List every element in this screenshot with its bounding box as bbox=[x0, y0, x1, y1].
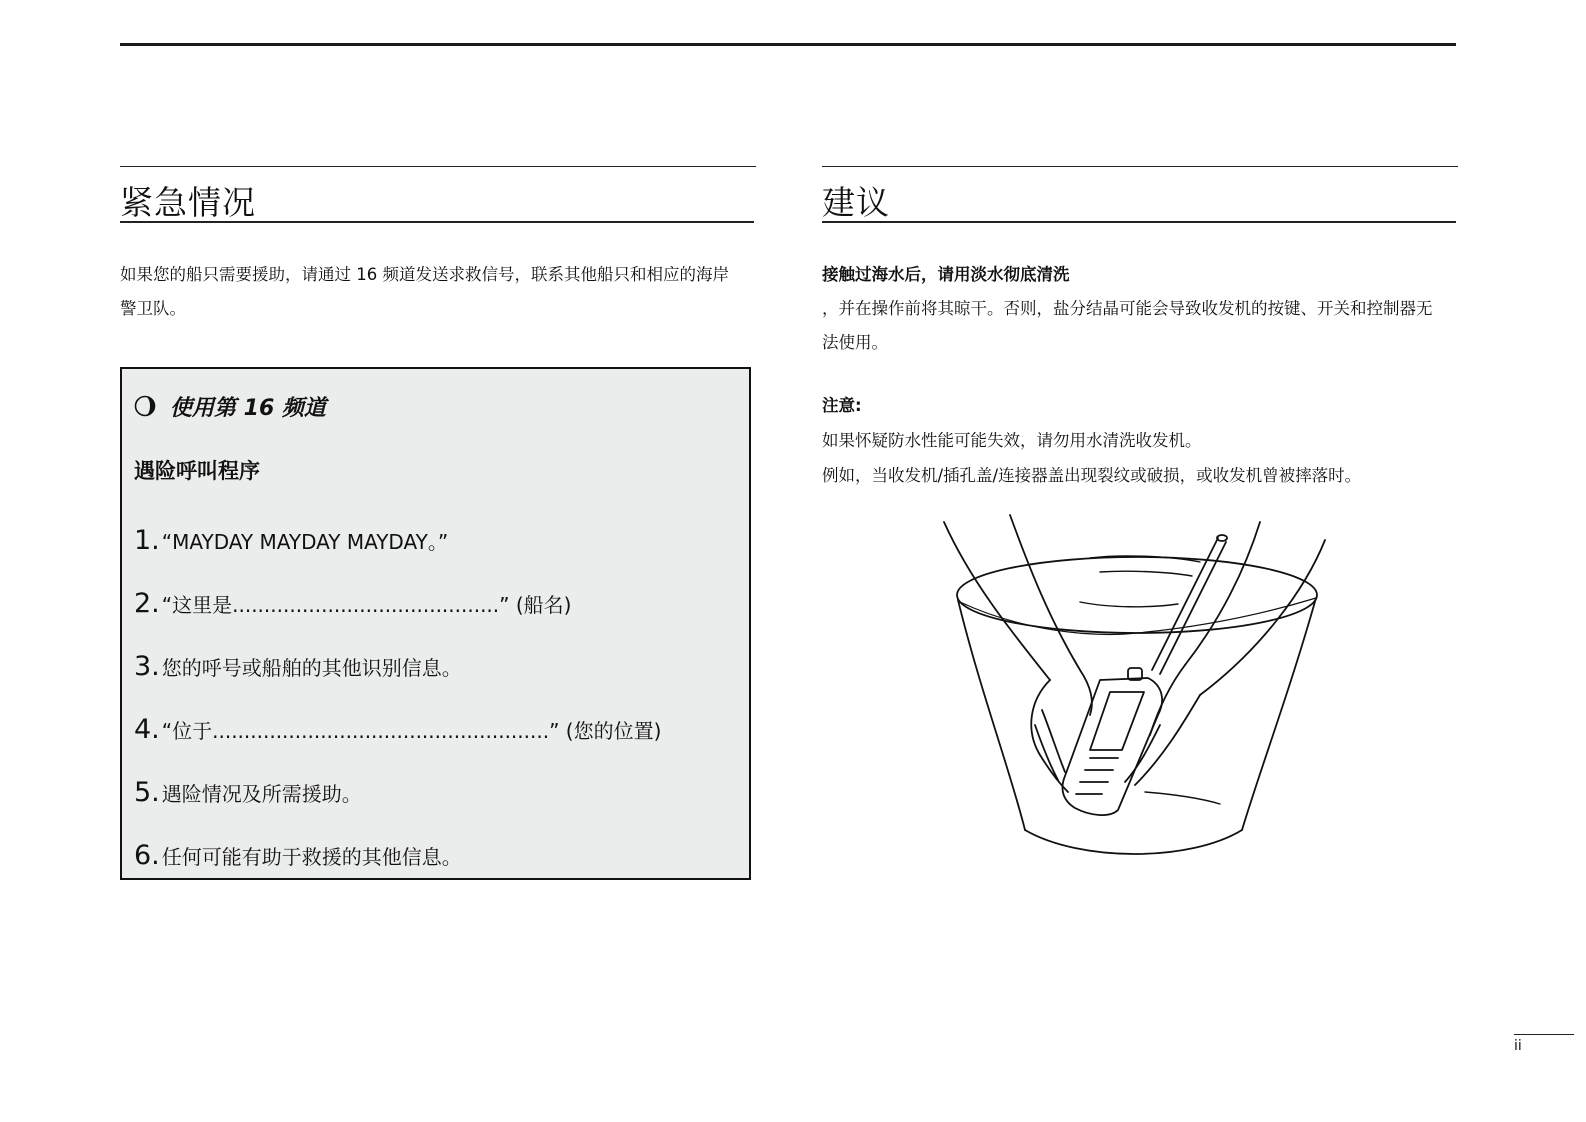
note-line2: 例如，当收发机/插孔盖/连接器盖出现裂纹或破损，或收发机曾被摔落时。 bbox=[822, 466, 1362, 485]
step-text: “位于.....................................................” (您的位置) bbox=[161, 719, 662, 743]
distress-call-box bbox=[120, 367, 751, 880]
step-number: 6. bbox=[134, 840, 160, 871]
step-item bbox=[134, 651, 462, 685]
step-number: 3. bbox=[134, 651, 160, 682]
recommendation-title: 建议 bbox=[822, 183, 890, 222]
step-text: “MAYDAY MAYDAY MAYDAY。” bbox=[161, 530, 449, 554]
channel-16-heading: 使用第 16 频道 bbox=[170, 395, 326, 421]
distress-procedure-heading: 遇险呼叫程序 bbox=[134, 459, 260, 483]
step-text: 您的呼号或船舶的其他识别信息。 bbox=[161, 656, 462, 680]
step-item bbox=[134, 840, 462, 874]
rinse-instruction-line2: 法使用。 bbox=[822, 333, 888, 352]
step-text: 任何可能有助于救援的其他信息。 bbox=[161, 845, 462, 869]
step-number: 2. bbox=[134, 588, 160, 619]
recommendation-title-underline bbox=[822, 221, 1456, 223]
step-text: 遇险情况及所需援助。 bbox=[161, 782, 362, 806]
step-item bbox=[134, 588, 571, 622]
box-heading bbox=[134, 391, 326, 421]
right-section-rule bbox=[822, 166, 1458, 167]
note-line1: 如果怀疑防水性能可能失效，请勿用水清洗收发机。 bbox=[822, 431, 1202, 450]
rinse-transceiver-illustration bbox=[930, 510, 1340, 870]
step-item bbox=[134, 714, 661, 748]
top-rule bbox=[120, 43, 1456, 46]
page-number: ii bbox=[1514, 1038, 1522, 1054]
page-number-rule bbox=[1514, 1034, 1574, 1035]
emergency-intro-line2: 警卫队。 bbox=[120, 299, 186, 318]
step-number: 1. bbox=[134, 525, 160, 556]
step-number: 5. bbox=[134, 777, 160, 808]
step-item bbox=[134, 777, 362, 811]
note-label: 注意: bbox=[822, 396, 862, 415]
left-section-rule bbox=[120, 166, 756, 167]
step-item bbox=[134, 525, 448, 559]
step-text: “这里是..........................................” (船名) bbox=[161, 593, 572, 617]
rinse-instruction-line1: ，并在操作前将其晾干。否则，盐分结晶可能会导致收发机的按键、开关和控制器无 bbox=[822, 299, 1433, 318]
emergency-title-underline bbox=[120, 221, 754, 223]
circle-bullet-icon bbox=[134, 395, 156, 417]
emergency-intro-line1: 如果您的船只需要援助，请通过 16 频道发送求救信号，联系其他船只和相应的海岸 bbox=[120, 265, 729, 284]
step-number: 4. bbox=[134, 714, 160, 745]
rinse-instruction-bold: 接触过海水后，请用淡水彻底清洗 bbox=[822, 265, 1070, 284]
emergency-title: 紧急情况 bbox=[120, 183, 256, 222]
